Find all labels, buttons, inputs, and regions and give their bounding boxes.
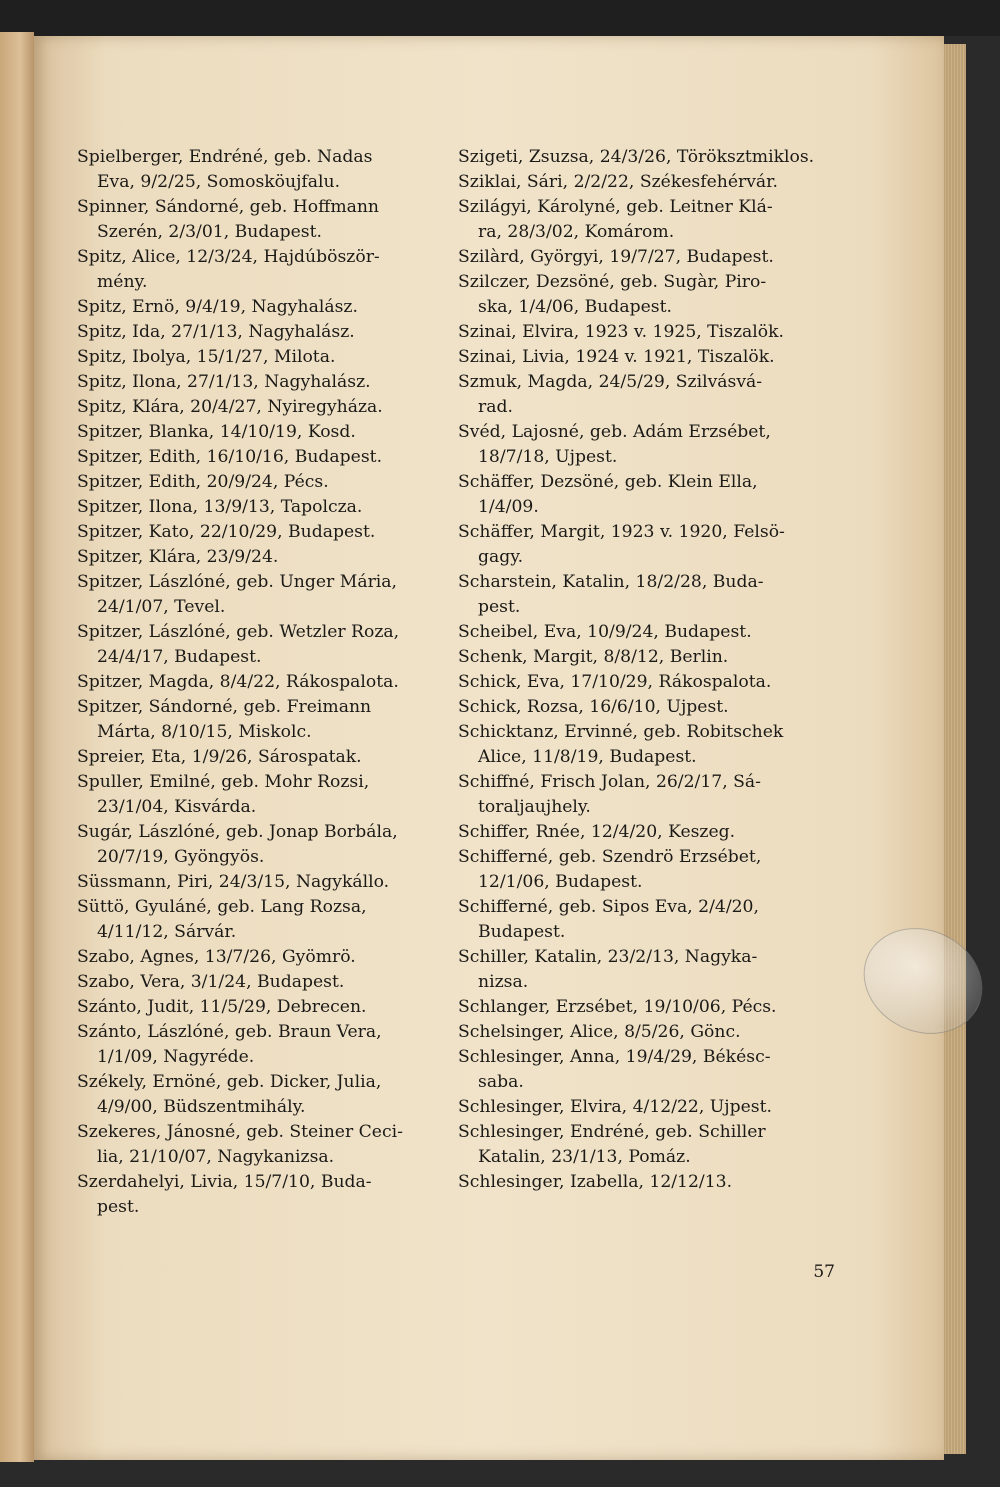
list-item [77,395,442,420]
list-item [77,970,442,995]
entry-continuation: nizsa. [478,972,529,992]
list-item [77,1070,442,1120]
entry-continuation: 24/4/17, Budapest. [97,647,262,667]
entry-text: Szmuk, Magda, 24/5/29, Szilvásvá- [458,372,763,392]
list-item [77,870,442,895]
list-item [458,370,826,420]
page-number: 57 [813,1262,835,1282]
entry-text: Szerdahelyi, Livia, 15/7/10, Buda- [77,1172,372,1192]
entry-text: Schlesinger, Elvira, 4/12/22, Ujpest. [458,1097,772,1117]
entry-text: Spitz, Klára, 20/4/27, Nyiregyháza. [77,397,383,417]
entry-continuation: pest. [478,597,521,617]
entry-continuation: ra, 28/3/02, Komárom. [478,222,675,242]
entry-text: Schiffer, Rnée, 12/4/20, Keszeg. [458,822,736,842]
list-item [77,895,442,945]
entry-text: Spitzer, Magda, 8/4/22, Rákospalota. [77,672,399,692]
entry-text: Schlesinger, Anna, 19/4/29, Békésc- [458,1047,771,1067]
page-stack-edge [944,44,966,1454]
list-item [77,1170,442,1220]
entry-text: Szekeres, Jánosné, geb. Steiner Ceci- [77,1122,403,1142]
list-item [77,695,442,745]
facing-page-edge [0,32,34,1462]
list-item [77,745,442,770]
list-item [77,445,442,470]
list-item [458,1045,826,1095]
list-item [77,145,442,195]
list-item [458,345,826,370]
entry-continuation: Eva, 9/2/25, Somosköujfalu. [97,172,341,192]
entry-text: Scharstein, Katalin, 18/2/28, Buda- [458,572,764,592]
entry-text: Schiller, Katalin, 23/2/13, Nagyka- [458,947,758,967]
entry-text: Schick, Rozsa, 16/6/10, Ujpest. [458,697,729,717]
entry-text: Schäffer, Dezsöné, geb. Klein Ella, [458,472,758,492]
list-item [77,420,442,445]
entry-text: Spitzer, Sándorné, geb. Freimann [77,697,372,717]
entry-text: Schlesinger, Izabella, 12/12/13. [458,1172,733,1192]
entry-text: Szánto, Lászlóné, geb. Braun Vera, [77,1022,382,1042]
entry-text: Spitz, Ernö, 9/4/19, Nagyhalász. [77,297,358,317]
list-item [77,1120,442,1170]
left-column [77,145,442,1220]
entry-continuation: 24/1/07, Tevel. [97,597,226,617]
entry-text: Spitzer, Edith, 20/9/24, Pécs. [77,472,329,492]
list-item [77,345,442,370]
list-item [77,470,442,495]
list-item [77,1020,442,1070]
list-item [77,770,442,820]
entry-continuation: ska, 1/4/06, Budapest. [478,297,672,317]
right-column [458,145,826,1195]
entry-continuation: toraljaujhely. [478,797,591,817]
list-item [77,820,442,870]
entry-text: Sugár, Lászlóné, geb. Jonap Borbála, [77,822,398,842]
entry-text: Spielberger, Endréné, geb. Nadas [77,147,373,167]
entry-text: Szigeti, Zsuzsa, 24/3/26, Töröksztmiklos. [458,147,815,167]
list-item [77,995,442,1020]
list-item [458,170,826,195]
entry-text: Spitzer, Kato, 22/10/29, Budapest. [77,522,376,542]
list-item [77,320,442,345]
list-item [77,495,442,520]
entry-continuation: 18/7/18, Ujpest. [478,447,618,467]
list-item [458,820,826,845]
list-item [77,545,442,570]
list-item [458,1095,826,1120]
entry-continuation: lia, 21/10/07, Nagykanizsa. [97,1147,335,1167]
entry-text: Süssmann, Piri, 24/3/15, Nagykállo. [77,872,390,892]
entry-text: Spitz, Ilona, 27/1/13, Nagyhalász. [77,372,371,392]
entry-text: Spitz, Ida, 27/1/13, Nagyhalász. [77,322,355,342]
list-item [458,670,826,695]
entry-continuation: 12/1/06, Budapest. [478,872,643,892]
entry-text: Szabo, Vera, 3/1/24, Budapest. [77,972,345,992]
list-item [458,1120,826,1170]
list-item [458,645,826,670]
entry-text: Scheibel, Eva, 10/9/24, Budapest. [458,622,752,642]
list-item [77,295,442,320]
list-item [77,245,442,295]
entry-text: Schicktanz, Ervinné, geb. Robitschek [458,722,784,742]
list-item [458,1170,826,1195]
entry-text: Sziklai, Sári, 2/2/22, Székesfehérvár. [458,172,778,192]
entry-text: Spitzer, Klára, 23/9/24. [77,547,279,567]
list-item [458,270,826,320]
entry-text: Schlanger, Erzsébet, 19/10/06, Pécs. [458,997,777,1017]
entry-continuation: saba. [478,1072,524,1092]
entry-text: Schäffer, Margit, 1923 v. 1920, Felsö- [458,522,785,542]
entry-text: Spinner, Sándorné, geb. Hoffmann [77,197,379,217]
entry-text: Spitz, Alice, 12/3/24, Hajdúböször- [77,247,380,267]
list-item [458,420,826,470]
entry-continuation: pest. [97,1197,140,1217]
list-item [77,195,442,245]
list-item [458,1020,826,1045]
entry-text: Szilàrd, Györgyi, 19/7/27, Budapest. [458,247,774,267]
entry-continuation: gagy. [478,547,524,567]
entry-text: Szánto, Judit, 11/5/29, Debrecen. [77,997,367,1017]
entry-continuation: Alice, 11/8/19, Budapest. [478,747,697,767]
entry-continuation: 20/7/19, Gyöngyös. [97,847,265,867]
entry-continuation: Budapest. [478,922,566,942]
list-item [458,720,826,770]
entry-text: Szilágyi, Károlyné, geb. Leitner Klá- [458,197,773,217]
entry-text: Süttö, Gyuláné, geb. Lang Rozsa, [77,897,367,917]
list-item [458,320,826,345]
list-item [458,895,826,945]
entry-text: Spitzer, Lászlóné, geb. Unger Mária, [77,572,397,592]
entry-text: Székely, Ernöné, geb. Dicker, Julia, [77,1072,382,1092]
backdrop [0,0,1000,36]
entry-text: Szabo, Agnes, 13/7/26, Gyömrö. [77,947,356,967]
entry-continuation: Szerén, 2/3/01, Budapest. [97,222,322,242]
entry-text: Spuller, Emilné, geb. Mohr Rozsi, [77,772,370,792]
list-item [458,845,826,895]
entry-text: Spitzer, Ilona, 13/9/13, Tapolcza. [77,497,363,517]
entry-continuation: 23/1/04, Kisvárda. [97,797,257,817]
list-item [458,945,826,995]
entry-text: Svéd, Lajosné, geb. Adám Erzsébet, [458,422,771,442]
list-item [77,670,442,695]
entry-text: Schelsinger, Alice, 8/5/26, Gönc. [458,1022,741,1042]
list-item [77,945,442,970]
entry-text: Spitzer, Edith, 16/10/16, Budapest. [77,447,383,467]
entry-text: Schiffné, Frisch Jolan, 26/2/17, Sá- [458,772,761,792]
entry-continuation: mény. [97,272,148,292]
entry-continuation: 1/4/09. [478,497,539,517]
list-item [458,245,826,270]
entry-continuation: Katalin, 23/1/13, Pomáz. [478,1147,691,1167]
entry-text: Spitzer, Blanka, 14/10/19, Kosd. [77,422,356,442]
list-item [77,620,442,670]
list-item [458,695,826,720]
entry-continuation: 4/9/00, Büdszentmihály. [97,1097,306,1117]
entry-text: Schifferné, geb. Sipos Eva, 2/4/20, [458,897,759,917]
list-item [458,470,826,520]
entry-text: Spitz, Ibolya, 15/1/27, Milota. [77,347,336,367]
entry-text: Schlesinger, Endréné, geb. Schiller [458,1122,766,1142]
entry-text: Spreier, Eta, 1/9/26, Sárospatak. [77,747,362,767]
entry-continuation: 1/1/09, Nagyréde. [97,1047,255,1067]
entry-text: Spitzer, Lászlóné, geb. Wetzler Roza, [77,622,400,642]
entry-text: Szinai, Livia, 1924 v. 1921, Tiszalök. [458,347,775,367]
list-item [458,195,826,245]
list-item [458,520,826,570]
entry-continuation: 4/11/12, Sárvár. [97,922,237,942]
list-item [77,570,442,620]
entry-continuation: rad. [478,397,513,417]
entry-text: Schick, Eva, 17/10/29, Rákospalota. [458,672,772,692]
list-item [458,995,826,1020]
entry-text: Schifferné, geb. Szendrö Erzsébet, [458,847,762,867]
list-item [77,370,442,395]
list-item [77,520,442,545]
entry-text: Szinai, Elvira, 1923 v. 1925, Tiszalök. [458,322,784,342]
list-item [458,620,826,645]
entry-text: Schenk, Margit, 8/8/12, Berlin. [458,647,729,667]
entry-text: Szilczer, Dezsöné, geb. Sugàr, Piro- [458,272,767,292]
list-item [458,145,826,170]
entry-continuation: Márta, 8/10/15, Miskolc. [97,722,312,742]
list-item [458,570,826,620]
list-item [458,770,826,820]
